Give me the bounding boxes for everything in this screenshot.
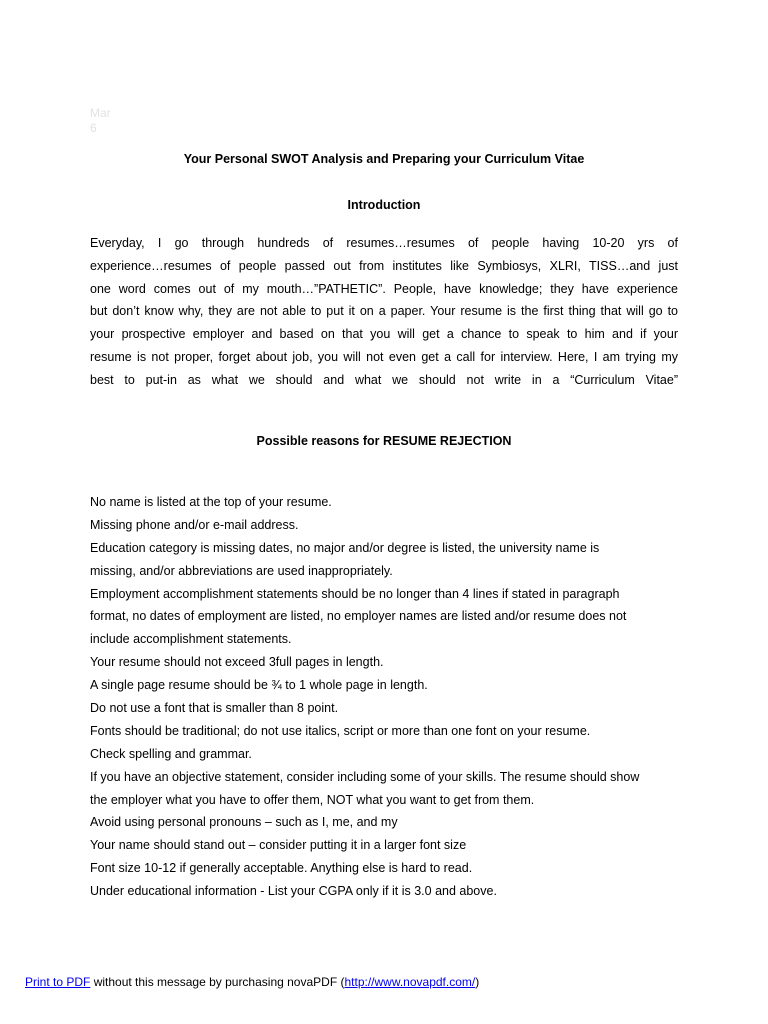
list-item: A single page resume should be ¾ to 1 whole page in length.: [90, 678, 428, 693]
list-item: format, no dates of employment are listed, no employer names are listed and/or resume does not: [90, 609, 627, 624]
list-item: Missing phone and/or e-mail address.: [90, 517, 299, 532]
list-item: missing, and/or abbreviations are used inappropriately.: [90, 563, 393, 578]
paragraph-line: but don’t know why, they are not able to put it on a paper. Your resume is the first thing that will go to: [90, 304, 678, 319]
paragraph-line: one word comes out of my mouth…”PATHETIC”. People, have knowledge; they have experience: [90, 281, 678, 296]
paragraph-line: Everyday, I go through hundreds of resumes…resumes of people having 10-20 yrs of: [90, 236, 678, 250]
list-item: Do not use a font that is smaller than 8 point.: [90, 701, 339, 716]
document-title: Your Personal SWOT Analysis and Preparing your Curriculum Vitae: [183, 152, 585, 166]
paragraph-line: best to put-in as what we should and what we should not write in a “Curriculum Vitae”: [90, 372, 678, 387]
list-item: If you have an objective statement, consider including some of your skills. The resume should show: [90, 769, 640, 784]
date-day: 6: [90, 121, 97, 135]
footer-message: [25, 974, 479, 990]
list-item: Fonts should be traditional; do not use italics, script or more than one font on your resume.: [90, 723, 591, 738]
introduction-heading: Introduction: [347, 198, 421, 212]
date-stamp: [90, 106, 111, 136]
paragraph-line: your prospective employer and based on that you will get a chance to speak to him and if your: [90, 327, 678, 342]
reasons-heading: Possible reasons for RESUME REJECTION: [256, 434, 512, 448]
footer-end-text: ): [475, 975, 480, 989]
reasons-list: [90, 491, 690, 903]
list-item: Check spelling and grammar.: [90, 746, 252, 761]
list-item: No name is listed at the top of your resume.: [90, 495, 332, 509]
list-item: include accomplishment statements.: [90, 632, 292, 647]
list-item: Avoid using personal pronouns – such as I, me, and my: [90, 815, 398, 830]
list-item: Your name should stand out – consider putting it in a larger font size: [90, 838, 467, 853]
paragraph-line: resume is not proper, forget about job, you will not even get a call for interview. Here, I am trying my: [90, 349, 678, 364]
list-item: Under educational information - List your CGPA only if it is 3.0 and above.: [90, 884, 497, 899]
list-item: Education category is missing dates, no major and/or degree is listed, the university name is: [90, 540, 600, 555]
introduction-paragraph: [90, 232, 678, 392]
print-to-pdf-link[interactable]: Print to PDF: [25, 975, 91, 989]
list-item: Employment accomplishment statements should be no longer than 4 lines if stated in paragraph: [90, 586, 620, 601]
date-month: Mar: [90, 106, 111, 120]
paragraph-line: experience…resumes of people passed out from institutes like Symbiosys, XLRI, TISS…and just: [90, 258, 678, 273]
list-item: Font size 10-12 if generally acceptable. Anything else is hard to read.: [90, 861, 473, 876]
footer-middle-text: without this message by purchasing novaPDF (: [90, 975, 345, 989]
novapdf-url-link[interactable]: http://www.novapdf.com/: [344, 975, 476, 989]
list-item: Your resume should not exceed 3full pages in length.: [90, 655, 384, 670]
list-item: the employer what you have to offer them, NOT what you want to get from them.: [90, 792, 535, 807]
